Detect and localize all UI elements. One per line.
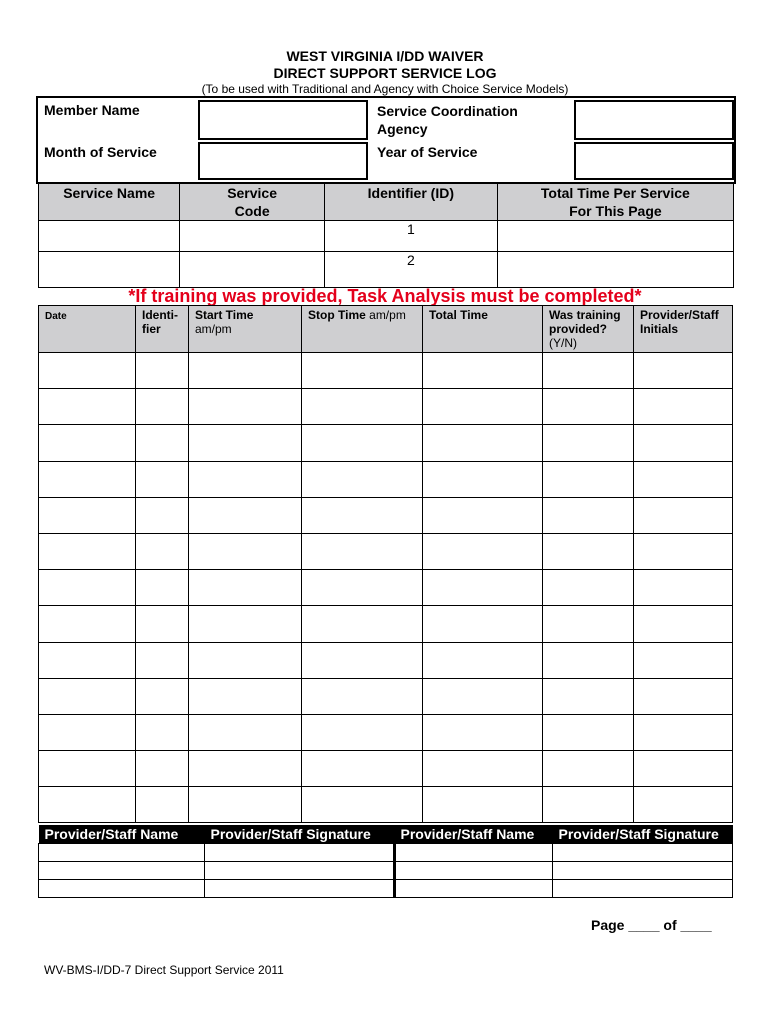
- provider-signature-table: [38, 825, 733, 898]
- log-row: [39, 606, 733, 642]
- member-info-block: [36, 96, 736, 184]
- date-cell[interactable]: [39, 678, 136, 714]
- total-time-cell[interactable]: [423, 751, 543, 787]
- total-time-cell[interactable]: [423, 678, 543, 714]
- date-header-text: Date: [45, 311, 67, 322]
- initials-cell[interactable]: [634, 353, 733, 389]
- date-header: [39, 306, 136, 353]
- start-time-header-text: Start Time: [195, 308, 254, 322]
- log-row: [39, 714, 733, 750]
- start-time-cell[interactable]: [189, 751, 302, 787]
- log-row: [39, 787, 733, 823]
- training-cell[interactable]: [543, 714, 634, 750]
- service-name-cell[interactable]: [39, 221, 180, 252]
- identifier-cell[interactable]: [136, 533, 189, 569]
- training-cell[interactable]: [543, 678, 634, 714]
- identifier-cell[interactable]: [136, 678, 189, 714]
- total-time-header: Total Time Per Service For This Page: [497, 184, 733, 221]
- stop-time-cell[interactable]: [302, 389, 423, 425]
- service-table-header: [39, 184, 734, 221]
- provider-signature-cell[interactable]: [553, 844, 733, 862]
- stop-time-header: [302, 306, 423, 353]
- identifier-header: [136, 306, 189, 353]
- identifier-cell[interactable]: [136, 751, 189, 787]
- provider-signature-cell[interactable]: [553, 862, 733, 880]
- stop-time-cell[interactable]: [302, 353, 423, 389]
- stop-time-cell[interactable]: [302, 642, 423, 678]
- date-cell[interactable]: [39, 751, 136, 787]
- initials-header: [634, 306, 733, 353]
- start-time-cell[interactable]: [189, 497, 302, 533]
- log-row: [39, 678, 733, 714]
- start-time-cell[interactable]: [189, 389, 302, 425]
- identifier-cell: 2: [324, 252, 497, 288]
- training-cell[interactable]: [543, 353, 634, 389]
- date-cell[interactable]: [39, 425, 136, 461]
- training-cell[interactable]: [543, 606, 634, 642]
- log-table-header: [39, 306, 733, 353]
- provider-row: [39, 880, 733, 898]
- provider-signature-header-1: Provider/Staff Signature: [205, 825, 395, 844]
- training-cell[interactable]: [543, 389, 634, 425]
- form-title-line2: DIRECT SUPPORT SERVICE LOG: [273, 65, 497, 81]
- provider-name-cell[interactable]: [39, 862, 205, 880]
- date-cell[interactable]: [39, 714, 136, 750]
- start-time-header: [189, 306, 302, 353]
- initials-cell[interactable]: [634, 461, 733, 497]
- start-time-cell[interactable]: [189, 570, 302, 606]
- log-row: [39, 353, 733, 389]
- year-of-service-label: Year of Service: [377, 144, 478, 160]
- training-cell[interactable]: [543, 533, 634, 569]
- stop-time-header-text: Stop Time: [308, 308, 366, 322]
- date-cell[interactable]: [39, 787, 136, 823]
- log-row: [39, 570, 733, 606]
- service-coordination-field[interactable]: [574, 100, 734, 140]
- stop-time-cell[interactable]: [302, 606, 423, 642]
- training-header-text: Was training provided?: [549, 308, 621, 336]
- service-name-cell[interactable]: [39, 252, 180, 288]
- date-cell[interactable]: [39, 461, 136, 497]
- identifier-cell[interactable]: [136, 787, 189, 823]
- training-header: [543, 306, 634, 353]
- stop-time-cell[interactable]: [302, 533, 423, 569]
- total-time-cell[interactable]: [423, 425, 543, 461]
- total-time-cell[interactable]: [423, 533, 543, 569]
- identifier-cell[interactable]: [136, 461, 189, 497]
- service-table: [38, 183, 734, 288]
- initials-cell[interactable]: [634, 570, 733, 606]
- service-row: [39, 252, 734, 288]
- service-coordination-label: Service Coordination Agency: [377, 103, 518, 137]
- total-time-cell[interactable]: [423, 606, 543, 642]
- provider-name-cell[interactable]: [39, 844, 205, 862]
- log-row: [39, 425, 733, 461]
- identifier-cell[interactable]: [136, 497, 189, 533]
- initials-cell[interactable]: [634, 533, 733, 569]
- month-of-service-field[interactable]: [198, 142, 368, 180]
- page-indicator: Page ____ of ____: [591, 917, 712, 933]
- identifier-cell[interactable]: [136, 389, 189, 425]
- log-body: [39, 353, 733, 823]
- total-time-header-text: Total Time: [429, 308, 488, 322]
- service-code-header: Service Code: [180, 184, 325, 221]
- date-cell[interactable]: [39, 353, 136, 389]
- initials-cell[interactable]: [634, 425, 733, 461]
- provider-signature-cell[interactable]: [205, 844, 395, 862]
- identifier-cell[interactable]: [136, 570, 189, 606]
- stop-time-cell[interactable]: [302, 787, 423, 823]
- provider-body: [39, 844, 733, 898]
- log-row: [39, 642, 733, 678]
- provider-name-cell[interactable]: [395, 880, 553, 898]
- total-time-cell[interactable]: [423, 714, 543, 750]
- provider-signature-cell[interactable]: [205, 862, 395, 880]
- date-cell[interactable]: [39, 533, 136, 569]
- stop-time-cell[interactable]: [302, 497, 423, 533]
- service-code-cell[interactable]: [180, 221, 325, 252]
- year-of-service-field[interactable]: [574, 142, 734, 180]
- service-row: [39, 221, 734, 252]
- identifier-header-text: Identi-fier: [142, 308, 178, 336]
- month-of-service-label: Month of Service: [44, 144, 157, 160]
- total-time-cell[interactable]: [423, 461, 543, 497]
- date-cell[interactable]: [39, 570, 136, 606]
- date-cell[interactable]: [39, 642, 136, 678]
- stop-time-cell[interactable]: [302, 678, 423, 714]
- form-title-line1: WEST VIRGINIA I/DD WAIVER: [286, 48, 484, 64]
- provider-signature-cell[interactable]: [553, 880, 733, 898]
- training-cell[interactable]: [543, 570, 634, 606]
- provider-name-cell[interactable]: [39, 880, 205, 898]
- provider-row: [39, 862, 733, 880]
- log-row: [39, 751, 733, 787]
- initials-header-text: Provider/Staff Initials: [640, 308, 719, 336]
- total-time-cell[interactable]: [423, 497, 543, 533]
- provider-table-header: [39, 825, 733, 844]
- total-time-cell[interactable]: [423, 570, 543, 606]
- training-cell[interactable]: [543, 497, 634, 533]
- member-name-label: Member Name: [44, 102, 140, 118]
- training-cell[interactable]: [543, 461, 634, 497]
- form-footer: WV-BMS-I/DD-7 Direct Support Service 2011: [44, 963, 284, 977]
- total-time-cell[interactable]: [423, 353, 543, 389]
- training-cell[interactable]: [543, 642, 634, 678]
- stop-time-cell[interactable]: [302, 714, 423, 750]
- service-log-table: [38, 305, 733, 823]
- total-time-cell[interactable]: [497, 252, 733, 288]
- stop-time-cell[interactable]: [302, 751, 423, 787]
- stop-time-unit: am/pm: [369, 308, 406, 322]
- service-name-header: Service Name: [39, 184, 180, 221]
- identifier-cell[interactable]: [136, 606, 189, 642]
- start-time-cell[interactable]: [189, 353, 302, 389]
- provider-name-cell[interactable]: [395, 844, 553, 862]
- total-time-header: [423, 306, 543, 353]
- start-time-cell[interactable]: [189, 425, 302, 461]
- total-time-cell[interactable]: [423, 787, 543, 823]
- initials-cell[interactable]: [634, 606, 733, 642]
- member-name-field[interactable]: [198, 100, 368, 140]
- start-time-unit: am/pm: [195, 322, 232, 336]
- provider-row: [39, 844, 733, 862]
- stop-time-cell[interactable]: [302, 425, 423, 461]
- log-row: [39, 497, 733, 533]
- identifier-cell[interactable]: [136, 642, 189, 678]
- identifier-cell: 1: [324, 221, 497, 252]
- initials-cell[interactable]: [634, 497, 733, 533]
- total-time-cell[interactable]: [423, 389, 543, 425]
- total-time-cell[interactable]: [423, 642, 543, 678]
- initials-cell[interactable]: [634, 389, 733, 425]
- start-time-cell[interactable]: [189, 678, 302, 714]
- start-time-cell[interactable]: [189, 642, 302, 678]
- initials-cell[interactable]: [634, 678, 733, 714]
- start-time-cell[interactable]: [189, 606, 302, 642]
- total-time-cell[interactable]: [497, 221, 733, 252]
- start-time-cell[interactable]: [189, 787, 302, 823]
- log-row: [39, 461, 733, 497]
- log-row: [39, 389, 733, 425]
- training-cell[interactable]: [543, 787, 634, 823]
- log-row: [39, 533, 733, 569]
- initials-cell[interactable]: [634, 642, 733, 678]
- training-warning: *If training was provided, Task Analysis must be completed*: [128, 286, 642, 306]
- provider-name-header-1: Provider/Staff Name: [39, 825, 205, 844]
- training-cell[interactable]: [543, 425, 634, 461]
- initials-cell[interactable]: [634, 751, 733, 787]
- identifier-cell[interactable]: [136, 353, 189, 389]
- identifier-header: Identifier (ID): [324, 184, 497, 221]
- service-code-cell[interactable]: [180, 252, 325, 288]
- training-cell[interactable]: [543, 751, 634, 787]
- date-cell[interactable]: [39, 389, 136, 425]
- stop-time-cell[interactable]: [302, 570, 423, 606]
- initials-cell[interactable]: [634, 714, 733, 750]
- stop-time-cell[interactable]: [302, 461, 423, 497]
- initials-cell[interactable]: [634, 787, 733, 823]
- identifier-cell[interactable]: [136, 714, 189, 750]
- start-time-cell[interactable]: [189, 714, 302, 750]
- provider-signature-header-2: Provider/Staff Signature: [553, 825, 733, 844]
- identifier-cell[interactable]: [136, 425, 189, 461]
- start-time-cell[interactable]: [189, 533, 302, 569]
- training-unit: (Y/N): [549, 336, 577, 350]
- provider-name-header-2: Provider/Staff Name: [395, 825, 553, 844]
- date-cell[interactable]: [39, 606, 136, 642]
- date-cell[interactable]: [39, 497, 136, 533]
- form-subtitle: (To be used with Traditional and Agency with Choice Service Models): [201, 82, 569, 96]
- provider-signature-cell[interactable]: [205, 880, 395, 898]
- provider-name-cell[interactable]: [395, 862, 553, 880]
- start-time-cell[interactable]: [189, 461, 302, 497]
